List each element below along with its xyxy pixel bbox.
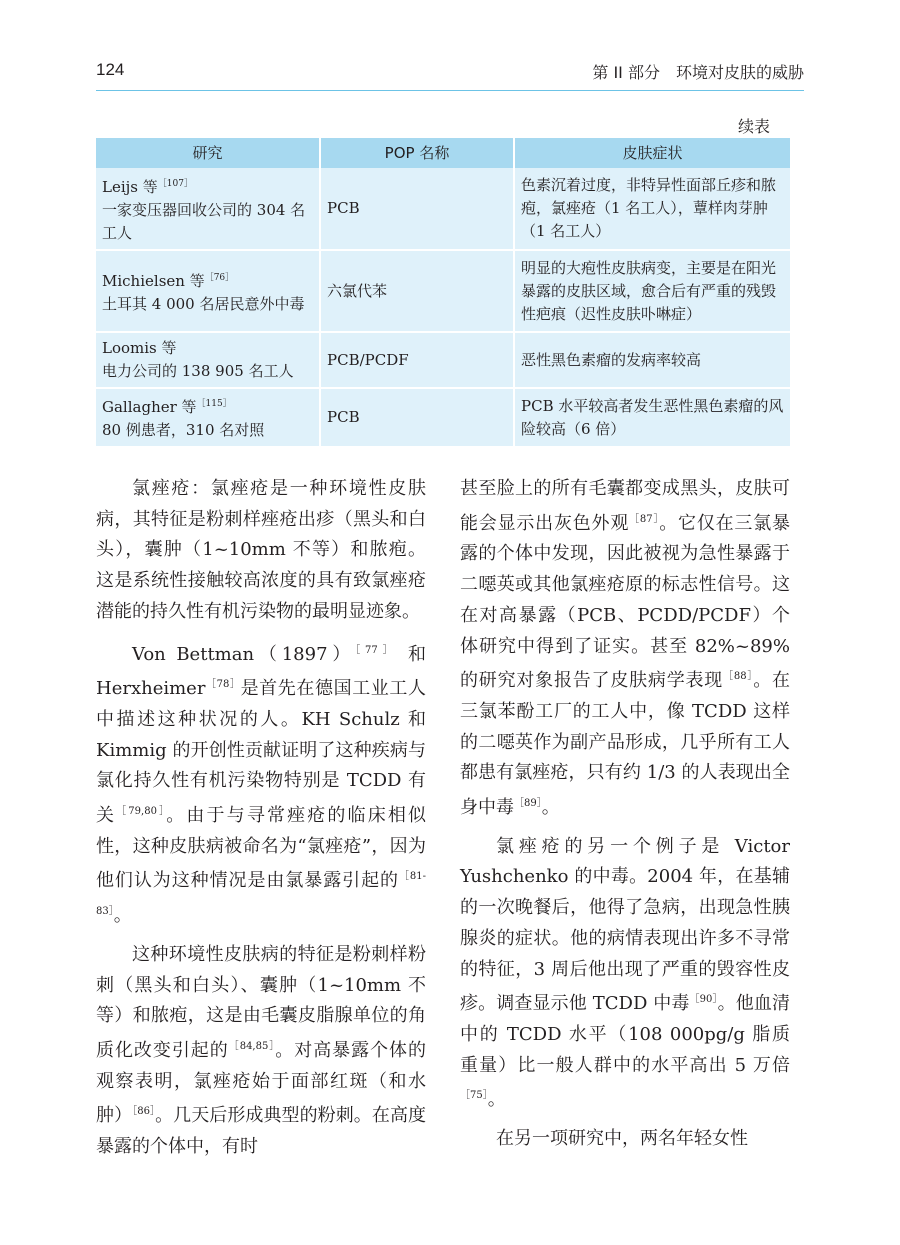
symptoms-cell: 明显的大疱性皮肤病变，主要是在阳光暴露的皮肤区域，愈合后有严重的残毁性疤痕（迟性皮肤卟啉症） [514,250,790,332]
citation: ［75］ [460,1090,488,1102]
pop-name-cell: PCB [320,168,514,250]
text-run: 。由于与寻常痤疮的临床相似性，这种皮肤病被命名为“氯痤疮”，因为他们认为这种情况是由氯暴露引起的 [96,805,427,892]
body-paragraph: 在另一项研究中，两名年轻女性 [496,1128,748,1150]
citation: ［84,85］ [228,1040,276,1052]
pop-name-cell: PCB [320,388,514,447]
table-continued-label: 续表 [737,117,770,136]
body-paragraph [96,636,426,932]
pop-name-cell: 六氯代苯 [320,250,514,332]
header-skin-symptoms: 皮肤症状 [514,138,790,168]
text-run: 甚至脸上的所有毛囊都变成黑头，皮肤可能会显示出灰色外观 [460,478,790,534]
symptoms-cell: PCB 水平较高者发生恶性黑色素瘤的风险较高（6 倍） [514,388,790,447]
study-cell [96,168,320,250]
text-run: 和 Herxheimer [96,643,427,700]
body-paragraph [460,474,790,824]
body-column-right [460,474,790,1163]
citation: ［78］ [205,679,241,691]
study-description: 80 例患者，310 名对照 [102,421,265,439]
study-description: 电力公司的 138 905 名工人 [102,362,294,380]
body-paragraph: 氯痤疮：氯痤疮是一种环境性皮肤病，其特征是粉刺样痤疮出疹（黑头和白头），囊肿（1~10mm 不等）和脓疱。这是系统性接触较高浓度的具有致氯痤疮潜能的持久性有机污染物的最明显迹象。 [96,478,426,622]
study-description: 土耳其 4 000 名居民意外中毒 [102,294,305,313]
symptoms-cell: 恶性黑色素瘤的发病率较高 [514,332,790,388]
study-cell [96,332,320,388]
text-run: 。 [541,797,560,819]
text-run: 这种环境性皮肤病的特征是粉刺样粉刺（黑头和白头）、囊肿（1~10mm 不等）和脓疱，这是由毛囊皮脂腺单位的角质化改变引起的 [96,943,426,1061]
pop-name-cell: PCB/PCDF [320,332,514,388]
citation: ［81-83］ [96,871,427,918]
page-number: 124 [96,60,125,79]
text-run: 。它仅在三氯暴露的个体中发现，因此被视为急性暴露于二噁英或其他氯痤疮原的标志性信号。这在对高暴露（PCB、PCDD/PCDF）个体研究中得到了证实。甚至 82%~89% 的研究对象报告了皮肤病学表现 [460,512,791,692]
text-run: 。他血清中的 TCDD 水平（108 000pg/g 脂质重量）比一般人群中的水平高出 5 万倍 [460,993,790,1076]
table-row [96,332,790,388]
body-paragraph [96,940,426,1163]
study-author: Michielsen 等 [102,271,205,290]
section-title: 第 II 部分 环境对皮肤的威胁 [592,63,804,82]
citation: ［86］ [132,1106,156,1118]
table-row [96,250,790,332]
citation: ［88］ [723,671,754,683]
header-study: 研究 [96,138,320,168]
citation: ［77］ [355,644,398,656]
study-cell [96,250,320,332]
citation: ［115］ [196,399,232,409]
citation: ［90］ [689,994,718,1006]
study-description: 一家变压器回收公司的 304 名工人 [102,200,306,242]
table-row [96,388,790,447]
citation: ［107］ [157,178,193,189]
text-run: 。几天后形成典型的粉刺。在高度暴露的个体中，有时 [96,1105,427,1158]
text-run: 氯痤疮的另一个例子是 Victor Yushchenko 的中毒。2004 年，在基辅的一次晚餐后，他得了急病，出现急性胰腺炎的症状。他的病情表现出许多不寻常的特征，3 周后他出现了严重的毁容性皮疹。调查显示他 TCDD 中毒 [460,835,790,1015]
text-run: 。 [113,905,132,927]
table-header-row [96,138,790,168]
body-column-left [96,474,426,1171]
study-author: Leijs 等 [102,177,158,196]
text-run: 。对高暴露个体的观察表明，氯痤疮始于面部红斑（和水肿） [96,1039,427,1127]
study-author: Loomis 等 [102,339,177,357]
symptoms-cell: 色素沉着过度，非特异性面部丘疹和脓疱，氯痤疮（1 名工人），蕈样肉芽肿（1 名工人） [514,168,790,250]
citation: ［89］ [514,798,542,810]
text-run: 。在三氯苯酚工厂的工人中，像 TCDD 这样的二噁英作为副产品形成，几乎所有工人都患有氯痤疮，只有约 1/3 的人表现出全身中毒 [460,670,791,819]
header-pop-name: POP 名称 [320,138,514,168]
text-run: 是首先在德国工业工人中描述这种状况的人。KH Schulz 和 Kimmig 的开创性贡献证明了这种疾病与氯化持久性有机污染物特别是 TCDD 有关 [96,678,426,827]
study-cell [96,388,320,447]
text-run: Von Bettman（1897） [132,643,356,665]
body-paragraph [460,832,790,1116]
header-rule [96,90,804,91]
study-author: Gallagher 等 [102,398,197,416]
citation: ［76］ [204,272,235,283]
table-row [96,168,790,250]
citation: ［79,80］ [116,806,167,818]
citation: ［87］ [629,513,660,525]
text-run: 。 [487,1089,506,1111]
study-table [96,138,790,448]
